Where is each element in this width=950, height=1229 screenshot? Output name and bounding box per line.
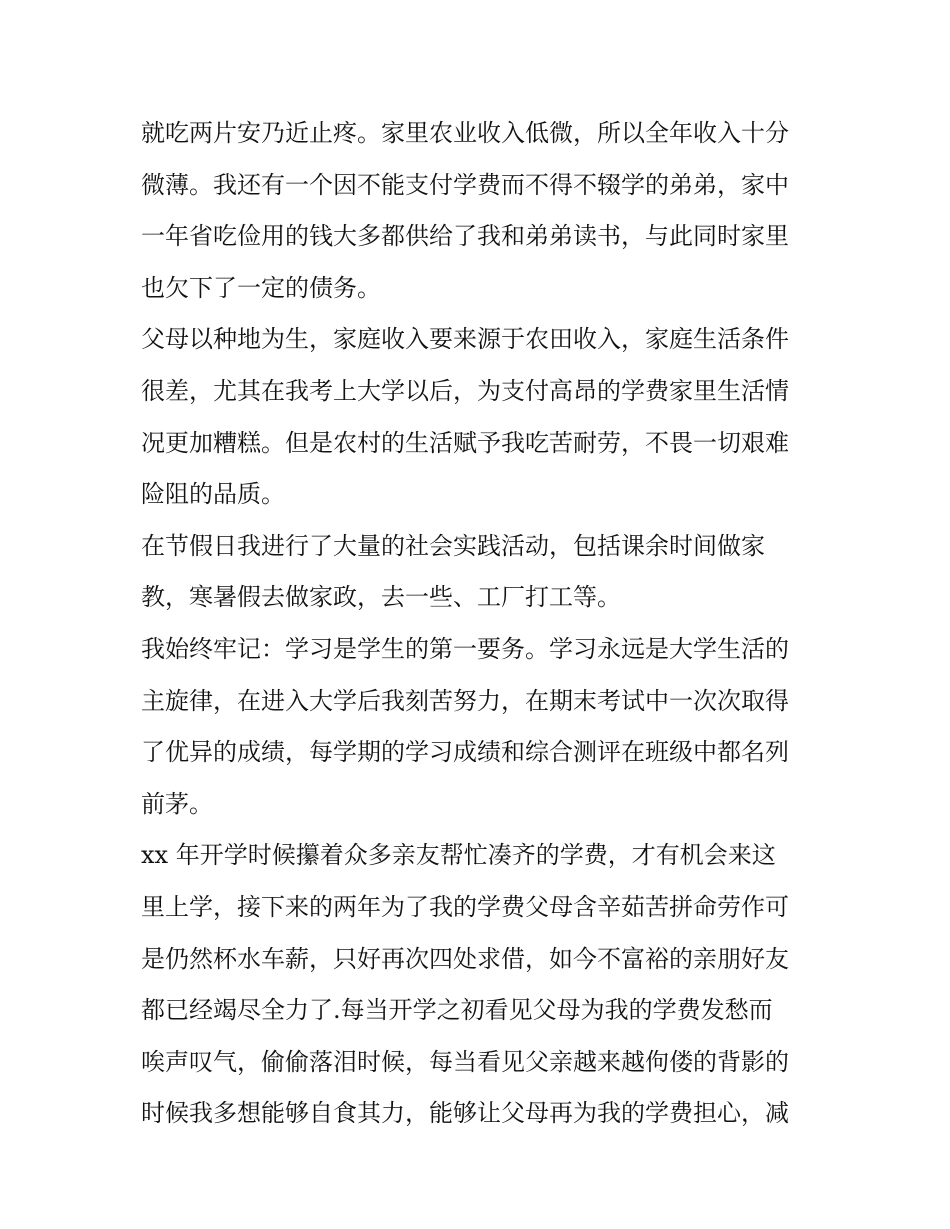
- text-line: 了优异的成绩，每学期的学习成绩和综合测评在班级中都名列: [141, 738, 789, 767]
- paragraph-farming-family: [141, 314, 831, 520]
- text-line: 险阻的品质。: [141, 480, 285, 509]
- paragraph-study: [141, 624, 831, 830]
- text-line: 教，寒暑假去做家政，去一些、工厂打工等。: [141, 583, 621, 612]
- text-line: 我始终牢记：学习是学生的第一要务。学习永远是大学生活的: [141, 634, 789, 663]
- text-line: 父母以种地为生，家庭收入要来源于农田收入，家庭生活条件: [141, 325, 789, 354]
- text-line: 一年省吃俭用的钱大多都供给了我和弟弟读书，与此同时家里: [141, 222, 789, 251]
- text-line: 很差，尤其在我考上大学以后，为支付高昂的学费家里生活情: [141, 376, 789, 405]
- text-line: 唉声叹气，偷偷落泪时候，每当看见父亲越来越佝偻的背影的: [141, 1047, 789, 1076]
- text-line: 是仍然杯水车薪，只好再次四处求借，如今不富裕的亲朋好友: [141, 944, 789, 973]
- text-line: xx 年开学时候攥着众多亲友帮忙凑齐的学费，才有机会来这: [141, 841, 776, 870]
- paragraph-social-practice: [141, 521, 831, 624]
- text-line: 时候我多想能够自食其力，能够让父母再为我的学费担心，减: [141, 1099, 789, 1128]
- text-line: 前茅。: [141, 789, 213, 818]
- document-page: [141, 108, 831, 1140]
- text-line: 里上学，接下来的两年为了我的学费父母含辛茹苦拼命劳作可: [141, 892, 789, 921]
- text-line: 都已经竭尽全力了.每当开学之初看见父母为我的学费发愁而: [141, 996, 773, 1025]
- text-line: 况更加糟糕。但是农村的生活赋予我吃苦耐劳，不畏一切艰难: [141, 428, 789, 457]
- text-line: 主旋律，在进入大学后我刻苦努力，在期末考试中一次次取得: [141, 686, 789, 715]
- text-line: 就吃两片安乃近止疼。家里农业收入低微，所以全年收入十分: [141, 119, 789, 147]
- text-line: 微薄。我还有一个因不能支付学费而不得不辍学的弟弟，家中: [141, 170, 789, 199]
- paragraph-tuition: [141, 830, 831, 1140]
- paragraph-family-income: [141, 108, 831, 314]
- text-line: 也欠下了一定的债务。: [141, 273, 381, 302]
- text-line: 在节假日我进行了大量的社会实践活动，包括课余时间做家: [141, 531, 765, 560]
